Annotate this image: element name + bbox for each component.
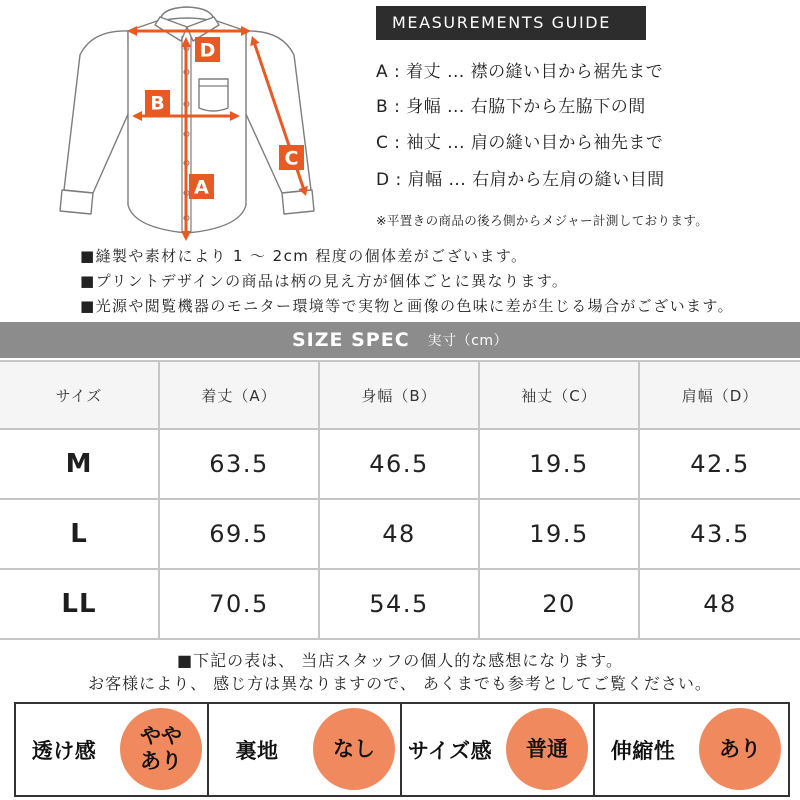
note-item: ■光源や閲覧機器のモニター環境等で実物と画像の色味に差が生じる場合がございます。 [80, 297, 734, 315]
impression-label: 透け感 [31, 738, 97, 763]
shirt-left-cuff [60, 190, 93, 214]
size-spec-unit: 実寸（cm） [427, 333, 508, 349]
impression-value-line: あり [719, 736, 761, 761]
table-cell: 19.5 [480, 500, 640, 570]
arrow-a-head-bottom [181, 231, 191, 241]
table-cell: 54.5 [320, 570, 480, 640]
size-spec-title: SIZE SPEC [292, 329, 410, 351]
shirt-left-sleeve [64, 31, 129, 193]
table-header-size: サイズ [0, 362, 160, 430]
note-item: ■縫製や素材により 1 ～ 2cm 程度の個体差がございます。 [80, 247, 528, 265]
impression-badge [506, 708, 588, 790]
table-cell: 48 [320, 500, 480, 570]
guide-line-a: A : 着丈 ... 襟の縫い目から裾先まで [376, 62, 664, 82]
impression-lining [209, 704, 402, 795]
table-header-body-width: 身幅（B） [320, 362, 480, 430]
table-header-sleeve: 袖丈（C） [480, 362, 640, 430]
impressions-intro-line: ■下記の表は、 当店スタッフの個人的な感想になります。 [177, 651, 623, 670]
size-spec-table [0, 360, 800, 640]
tag-d-label: D [199, 39, 216, 62]
table-cell: 46.5 [320, 430, 480, 500]
impression-value-line: なし [333, 736, 375, 761]
guide-line-b: B : 身幅 ... 右脇下から左脇下の間 [376, 97, 646, 117]
table-header-length: 着丈（A） [160, 362, 320, 430]
guide-footnote: ※平置きの商品の後ろ側からメジャー計測しております。 [376, 213, 709, 228]
table-cell: 19.5 [480, 430, 640, 500]
table-size-label: LL [0, 570, 160, 640]
table-size-label: L [0, 500, 160, 570]
impression-badge [313, 708, 395, 790]
impression-value-line: あり [140, 749, 182, 773]
table-cell: 48 [640, 570, 800, 640]
tag-b-label: B [150, 92, 165, 115]
impression-label: サイズ感 [407, 738, 493, 763]
impression-value-line: やや [140, 724, 182, 748]
impressions-table [14, 702, 790, 797]
impression-badge [699, 708, 781, 790]
impression-see-through [16, 704, 209, 795]
tag-c-label: C [284, 147, 299, 170]
impression-badge [120, 708, 202, 790]
table-cell: 70.5 [160, 570, 320, 640]
table-header-shoulder: 肩幅（D） [640, 362, 800, 430]
impression-value-line: 普通 [526, 736, 568, 761]
impressions-intro-line: お客様により、 感じ方は異なりますので、 あくまでも参考としてご覧ください。 [88, 674, 712, 693]
table-cell: 42.5 [640, 430, 800, 500]
table-cell: 20 [480, 570, 640, 640]
table-size-label: M [0, 430, 160, 500]
impression-stretch [595, 704, 788, 795]
impression-label: 伸縮性 [610, 738, 676, 763]
impression-fit [402, 704, 595, 795]
shirt-diagram [0, 0, 370, 250]
table-cell: 69.5 [160, 500, 320, 570]
size-spec-bar [0, 322, 800, 358]
table-cell: 43.5 [640, 500, 800, 570]
measurements-guide-title: MEASUREMENTS GUIDE [376, 6, 646, 40]
note-item: ■プリントデザインの商品は柄の見え方が個体ごとに異なります。 [80, 272, 569, 290]
guide-line-c: C : 袖丈 ... 肩の縫い目から袖先まで [376, 133, 664, 153]
impressions-intro [0, 649, 800, 695]
guide-line-d: D : 肩幅 ... 右肩から左肩の縫い目間 [376, 170, 665, 190]
shirt-pocket [199, 79, 228, 111]
shirt-right-cuff [282, 190, 314, 214]
impression-label: 裏地 [235, 738, 279, 763]
table-cell: 63.5 [160, 430, 320, 500]
tag-a-label: A [194, 176, 209, 199]
